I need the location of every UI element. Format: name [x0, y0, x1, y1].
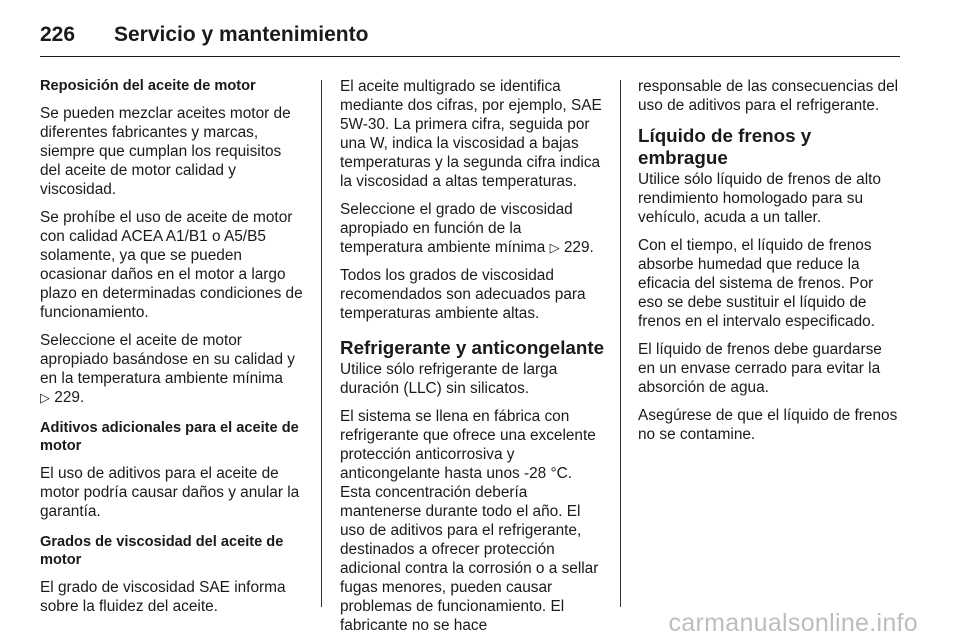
page-ref-arrow-icon: ▷ [40, 390, 50, 405]
column-divider [620, 80, 621, 607]
page-ref-link[interactable]: 229. [563, 239, 594, 256]
paragraph [40, 331, 306, 407]
paragraph: responsable de las consecuencias del uso de aditivos para el refrigerante. [638, 78, 899, 114]
paragraph: El uso de aditivos para el aceite de motor podría causar daños y anular la garantía. [40, 465, 300, 520]
section-heading: Líquido de frenos y embrague [638, 125, 812, 168]
paragraph: Utilice sólo refrigerante de larga duración (LLC) sin silicatos. [340, 361, 558, 397]
paragraph: Todos los grados de viscosidad recomendados son adecuados para temperaturas ambiente altas. [340, 267, 586, 322]
column-middle [340, 77, 606, 634]
page-ref-link[interactable]: 229. [54, 389, 85, 406]
paragraph: Asegúrese de que el líquido de frenos no se contamine. [638, 407, 898, 443]
column-divider [321, 80, 322, 607]
paragraph: Utilice sólo líquido de frenos de alto rendimiento homologado para su vehículo, acuda a un taller. [638, 171, 881, 226]
section-title: Reposición del aceite de motor [40, 78, 256, 94]
page-header [40, 14, 900, 57]
column-right [638, 77, 902, 607]
paragraph: El sistema se llena en fábrica con refrigerante que ofrece una excelente protección anticorrosiva y anticongelante hasta unos -28 °C. Esta concentración debería mantenerse durante todo el año. El uso de aditivos para el refrigerante, destinados a ofrecer protección adicional contra la corrosión o a sellar fugas menores, pueden causar problemas de funcionamiento. El fabricante no se hace [340, 408, 599, 634]
section-title: Grados de viscosidad del aceite de motor [40, 534, 284, 568]
section-title: Aditivos adicionales para el aceite de motor [40, 420, 299, 454]
paragraph-text: Seleccione el aceite de motor apropiado basándose en su calidad y en la temperatura ambiente mínima [40, 332, 295, 387]
page-number: 226 [40, 23, 76, 46]
page-ref-arrow-icon: ▷ [549, 240, 560, 255]
paragraph [340, 200, 606, 257]
paragraph: El líquido de frenos debe guardarse en un envase cerrado para evitar la absorción de agua. [638, 341, 882, 396]
section-heading: Refrigerante y anticongelante [340, 337, 605, 358]
page-title: Servicio y mantenimiento [114, 23, 369, 46]
watermark: carmanualsonline.info [668, 609, 918, 637]
paragraph: Con el tiempo, el líquido de frenos absorbe humedad que reduce la eficacia del sistema de frenos. Por eso se debe sustituir el líquido de frenos en el intervalo especificado. [638, 237, 875, 330]
column-left [40, 77, 306, 615]
paragraph-text: Seleccione el grado de viscosidad apropiado en función de la temperatura ambiente mínima [340, 201, 573, 256]
paragraph: El grado de viscosidad SAE informa sobre la fluidez del aceite. [40, 579, 286, 615]
paragraph: El aceite multigrado se identifica mediante dos cifras, por ejemplo, SAE 5W-30. La primera cifra, seguida por una W, indica la viscosidad a bajas temperaturas y la segunda cifra indica la viscosidad a altas temperaturas. [340, 78, 602, 190]
paragraph: Se pueden mezclar aceites motor de diferentes fabricantes y marcas, siempre que cumplan los requisitos del aceite de motor calidad y viscosidad. [40, 105, 291, 198]
paragraph: Se prohíbe el uso de aceite de motor con calidad ACEA A1/B1 o A5/B5 solamente, ya que se pueden ocasionar daños en el motor a largo plazo en determinadas condiciones de funcionamiento. [40, 209, 303, 321]
